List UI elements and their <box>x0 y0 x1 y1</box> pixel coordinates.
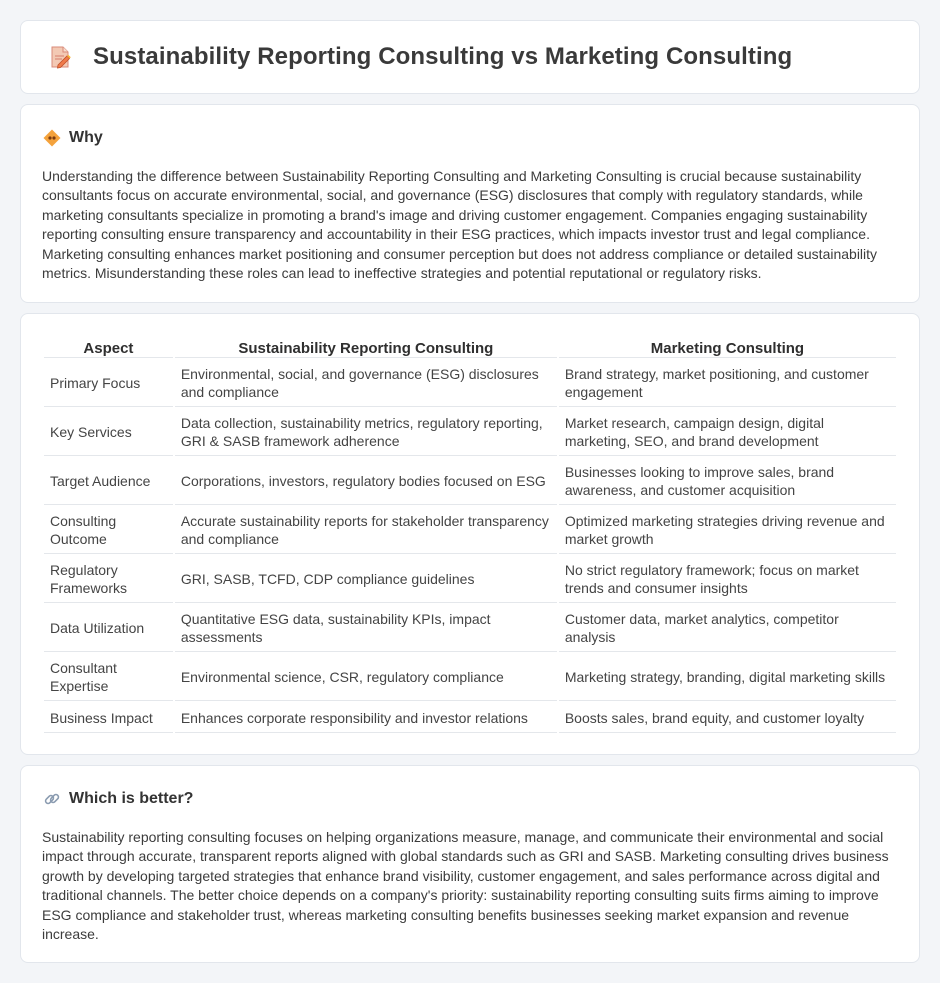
table-row <box>44 409 896 456</box>
table-row <box>44 703 896 733</box>
table-row <box>44 360 896 407</box>
sustainability-cell: Environmental, social, and governance (ESG) disclosures and compliance <box>175 360 557 407</box>
table-row <box>44 507 896 554</box>
aspect-cell: Primary Focus <box>44 360 173 407</box>
sustainability-cell: Environmental science, CSR, regulatory compliance <box>175 654 557 701</box>
better-heading: Which is better? <box>69 790 194 807</box>
better-text: Sustainability reporting consulting focuses on helping organizations measure, manage, and communicate their environmental and social impact through accurate, transparent reports aligned with global standards such as GRI and SASB. Marketing consulting drives business growth by developing targeted strategies that enhance brand visibility, customer engagement, and sales performance across digital and traditional channels. The better choice depends on a company's priority: sustainability reporting consulting suits firms aiming to improve ESG compliance and stakeholder trust, whereas marketing consulting benefits businesses seeking market expansion and revenue increase. <box>42 829 889 943</box>
marketing-cell: Businesses looking to improve sales, brand awareness, and customer acquisition <box>559 458 896 505</box>
table-header-row <box>44 336 896 358</box>
marketing-cell: Marketing strategy, branding, digital marketing skills <box>559 654 896 701</box>
sustainability-cell: Data collection, sustainability metrics, regulatory reporting, GRI & SASB framework adherence <box>175 409 557 456</box>
better-heading-row <box>43 790 919 808</box>
marketing-cell: Brand strategy, market positioning, and customer engagement <box>559 360 896 407</box>
aspect-cell: Target Audience <box>44 458 173 505</box>
table-row <box>44 605 896 652</box>
comparison-table <box>42 334 898 735</box>
aspect-cell: Regulatory Frameworks <box>44 556 173 603</box>
table-row <box>44 556 896 603</box>
aspect-cell: Data Utilization <box>44 605 173 652</box>
why-heading: Why <box>69 129 103 146</box>
sustainability-cell: GRI, SASB, TCFD, CDP compliance guidelines <box>175 556 557 603</box>
why-heading-row <box>43 129 919 147</box>
marketing-cell: No strict regulatory framework; focus on market trends and consumer insights <box>559 556 896 603</box>
sustainability-cell: Accurate sustainability reports for stakeholder transparency and compliance <box>175 507 557 554</box>
diamond-sign-icon <box>43 129 61 147</box>
marketing-cell: Market research, campaign design, digital marketing, SEO, and brand development <box>559 409 896 456</box>
aspect-cell: Consulting Outcome <box>44 507 173 554</box>
header-aspect: Aspect <box>44 336 173 358</box>
aspect-cell: Business Impact <box>44 703 173 733</box>
aspect-cell: Key Services <box>44 409 173 456</box>
page-title: Sustainability Reporting Consulting vs Marketing Consulting <box>93 43 793 70</box>
sustainability-cell: Quantitative ESG data, sustainability KPIs, impact assessments <box>175 605 557 652</box>
sustainability-cell: Enhances corporate responsibility and investor relations <box>175 703 557 733</box>
marketing-cell: Optimized marketing strategies driving revenue and market growth <box>559 507 896 554</box>
marketing-cell: Customer data, market analytics, competitor analysis <box>559 605 896 652</box>
comparison-section <box>20 313 920 755</box>
link-icon <box>43 790 61 808</box>
which-is-better-section <box>20 765 920 963</box>
document-pencil-icon <box>47 44 73 70</box>
aspect-cell: Consultant Expertise <box>44 654 173 701</box>
table-row <box>44 458 896 505</box>
header-marketing: Marketing Consulting <box>559 336 896 358</box>
marketing-cell: Boosts sales, brand equity, and customer loyalty <box>559 703 896 733</box>
header-sustainability: Sustainability Reporting Consulting <box>175 336 557 358</box>
sustainability-cell: Corporations, investors, regulatory bodies focused on ESG <box>175 458 557 505</box>
why-text: Understanding the difference between Sustainability Reporting Consulting and Marketing Consulting is crucial because sustainability consultants focus on accurate environmental, social, and governance (ESG) disclosures that comply with regulatory standards, while marketing consultants specialize in promoting a brand's image and driving customer engagement. Companies engaging sustainability reporting consulting ensure transparency and accountability in their ESG practices, which impacts investor trust and legal compliance. Marketing consulting enhances market positioning and consumer perception but does not address compliance or detailed sustainability metrics. Misunderstanding these roles can lead to ineffective strategies and potential reputational or regulatory risks. <box>42 168 878 282</box>
table-row <box>44 654 896 701</box>
title-card <box>20 20 920 94</box>
why-section <box>20 104 920 303</box>
